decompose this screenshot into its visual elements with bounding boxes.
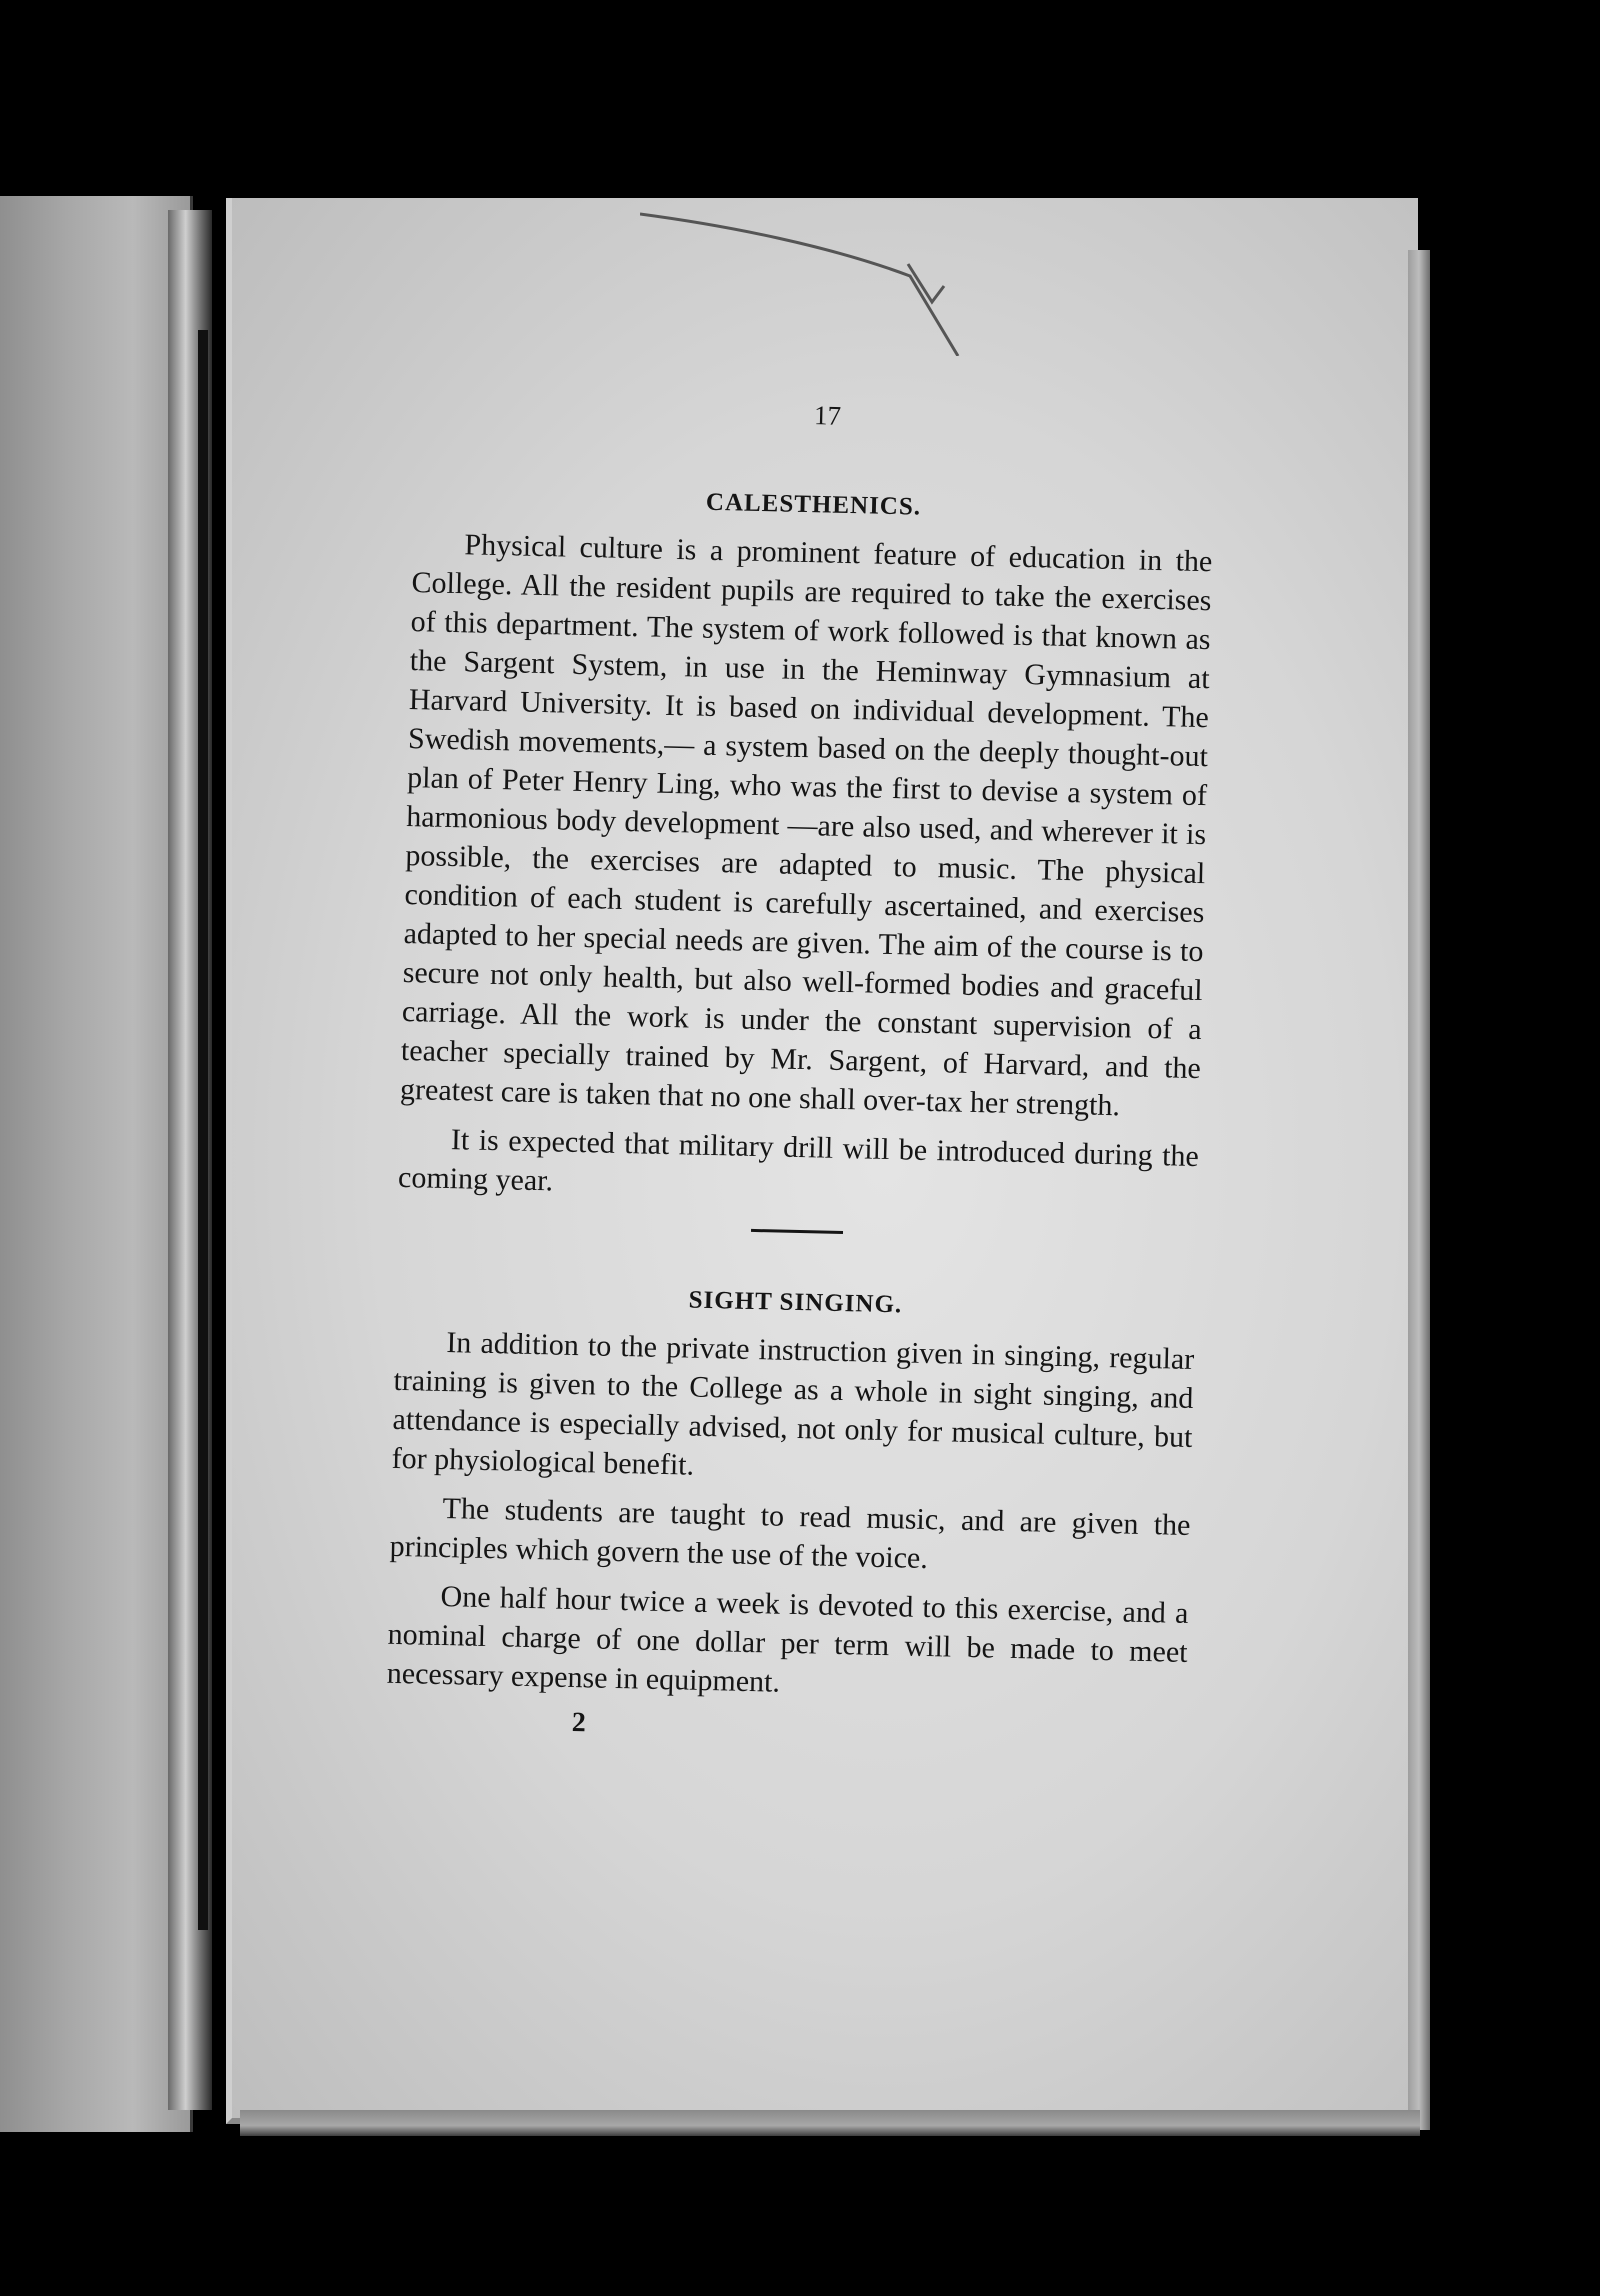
page-stack-right-edge bbox=[1408, 250, 1430, 2130]
paragraph: The students are taught to read music, and are given the principles which govern the use of the voice. bbox=[389, 1492, 1191, 1576]
page-stack-bottom-edge bbox=[240, 2110, 1420, 2136]
section-heading-calesthenics: CALESTHENICS. bbox=[705, 488, 922, 521]
ink-stroke-mark bbox=[640, 206, 1010, 356]
paragraph: In addition to the private instruction given in singing, regular training is given to the College as a whole in sight singing, and attendance is especially advised, not only for musical culture, but for physiological benefit. bbox=[391, 1326, 1195, 1482]
facing-page-fragment bbox=[0, 196, 193, 2132]
paragraph: One half hour twice a week is devoted to this exercise, and a nominal charge of one dollar per term will be made to meet necessary expense in equipment. bbox=[386, 1579, 1189, 1699]
page-text-block bbox=[385, 391, 1215, 1753]
section-divider bbox=[751, 1229, 843, 1234]
paragraph: It is expected that military drill will be introduced during the coming year. bbox=[397, 1123, 1200, 1198]
binding-gutter bbox=[198, 330, 208, 1930]
section-heading-sight-singing: SIGHT SINGING. bbox=[688, 1286, 903, 1319]
paragraph: Physical culture is a prominent feature of education in the College. All the resident pupils are required to take the exercises of this department. The system of work followed is that known as the Sargent System, in use in the Heminway Gymnasium at Harvard University. It is based on individual development. The Swedish movements,— a system based on the deeply thought-out plan of Peter Henry Ling, who was the first to devise a system of harmonious body development —are also used, and wherever it is possible, the exercises are adapted to music. The physical condition of each student is carefully ascertained, and exercises adapted to her special needs are given. The aim of the course is to secure not only health, but also well-formed bodies and graceful carriage. All the work is under the constant supervision of a teacher specially trained by Mr. Sargent, of Harvard, and the greatest care is taken that no one shall over-tax her strength. bbox=[399, 528, 1213, 1123]
page-number: 17 bbox=[813, 400, 842, 431]
signature-mark: 2 bbox=[571, 1706, 587, 1739]
